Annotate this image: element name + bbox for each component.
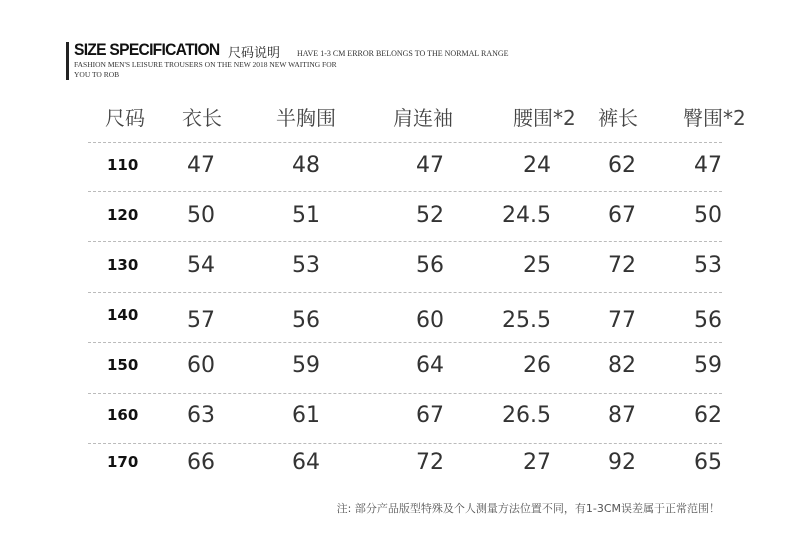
- table-cell: 59: [694, 353, 722, 378]
- row-divider: [88, 342, 722, 343]
- column-header: 臀围*2: [683, 106, 746, 130]
- size-label: 140: [107, 306, 139, 324]
- table-cell: 66: [187, 450, 215, 475]
- row-divider: [88, 292, 722, 293]
- header-subtitle: [74, 60, 337, 80]
- table-cell: 72: [608, 253, 636, 278]
- table-cell: 48: [292, 153, 320, 178]
- table-cell: 25.5: [502, 308, 551, 333]
- row-divider: [88, 191, 722, 192]
- table-cell: 53: [292, 253, 320, 278]
- column-header: 尺码: [105, 106, 145, 130]
- table-cell: 56: [694, 308, 722, 333]
- row-divider: [88, 142, 722, 143]
- table-cell: 24.5: [502, 203, 551, 228]
- table-cell: 56: [292, 308, 320, 333]
- table-cell: 64: [292, 450, 320, 475]
- table-cell: 62: [608, 153, 636, 178]
- column-header: 半胸围: [276, 106, 336, 130]
- table-cell: 77: [608, 308, 636, 333]
- table-cell: 52: [416, 203, 444, 228]
- table-cell: 60: [416, 308, 444, 333]
- table-cell: 82: [608, 353, 636, 378]
- column-header: 腰围*2: [513, 106, 576, 130]
- table-cell: 51: [292, 203, 320, 228]
- table-cell: 26: [523, 353, 551, 378]
- table-cell: 87: [608, 403, 636, 428]
- table-cell: 67: [608, 203, 636, 228]
- table-cell: 53: [694, 253, 722, 278]
- table-cell: 24: [523, 153, 551, 178]
- table-cell: 62: [694, 403, 722, 428]
- table-cell: 64: [416, 353, 444, 378]
- table-cell: 61: [292, 403, 320, 428]
- page-title-cn: 尺码说明: [228, 46, 281, 61]
- table-cell: 65: [694, 450, 722, 475]
- error-range-note: HAVE 1-3 CM ERROR BELONGS TO THE NORMAL RANGE: [297, 49, 509, 58]
- measurement-note: 注: 部分产品版型特殊及个人测量方法位置不同，有1-3CM误差属于正常范围！: [336, 502, 720, 515]
- table-cell: 56: [416, 253, 444, 278]
- size-label: 110: [107, 156, 139, 174]
- row-divider: [88, 443, 722, 444]
- table-cell: 50: [187, 203, 215, 228]
- table-cell: 27: [523, 450, 551, 475]
- header-subtitle-line1: FASHION MEN'S LEISURE TROUSERS ON THE NEW 2018 NEW WAITING FOR: [74, 60, 337, 69]
- table-cell: 57: [187, 308, 215, 333]
- column-header: 裤长: [598, 106, 638, 130]
- size-label: 150: [107, 356, 139, 374]
- table-cell: 92: [608, 450, 636, 475]
- header-subtitle-line2: YOU TO ROB: [74, 70, 120, 79]
- row-divider: [88, 393, 722, 394]
- size-label: 170: [107, 453, 139, 471]
- table-cell: 54: [187, 253, 215, 278]
- column-header: 肩连袖: [393, 106, 453, 130]
- table-cell: 26.5: [502, 403, 551, 428]
- size-label: 130: [107, 256, 139, 274]
- row-divider: [88, 241, 722, 242]
- table-cell: 72: [416, 450, 444, 475]
- table-cell: 67: [416, 403, 444, 428]
- table-cell: 63: [187, 403, 215, 428]
- column-header: 衣长: [182, 106, 222, 130]
- table-cell: 47: [416, 153, 444, 178]
- size-label: 160: [107, 406, 139, 424]
- table-cell: 47: [187, 153, 215, 178]
- table-cell: 50: [694, 203, 722, 228]
- table-cell: 47: [694, 153, 722, 178]
- table-cell: 60: [187, 353, 215, 378]
- header-accent-bar: [66, 42, 69, 80]
- table-cell: 59: [292, 353, 320, 378]
- page-title: SIZE SPECIFICATION: [74, 40, 220, 59]
- size-label: 120: [107, 206, 139, 224]
- table-cell: 25: [523, 253, 551, 278]
